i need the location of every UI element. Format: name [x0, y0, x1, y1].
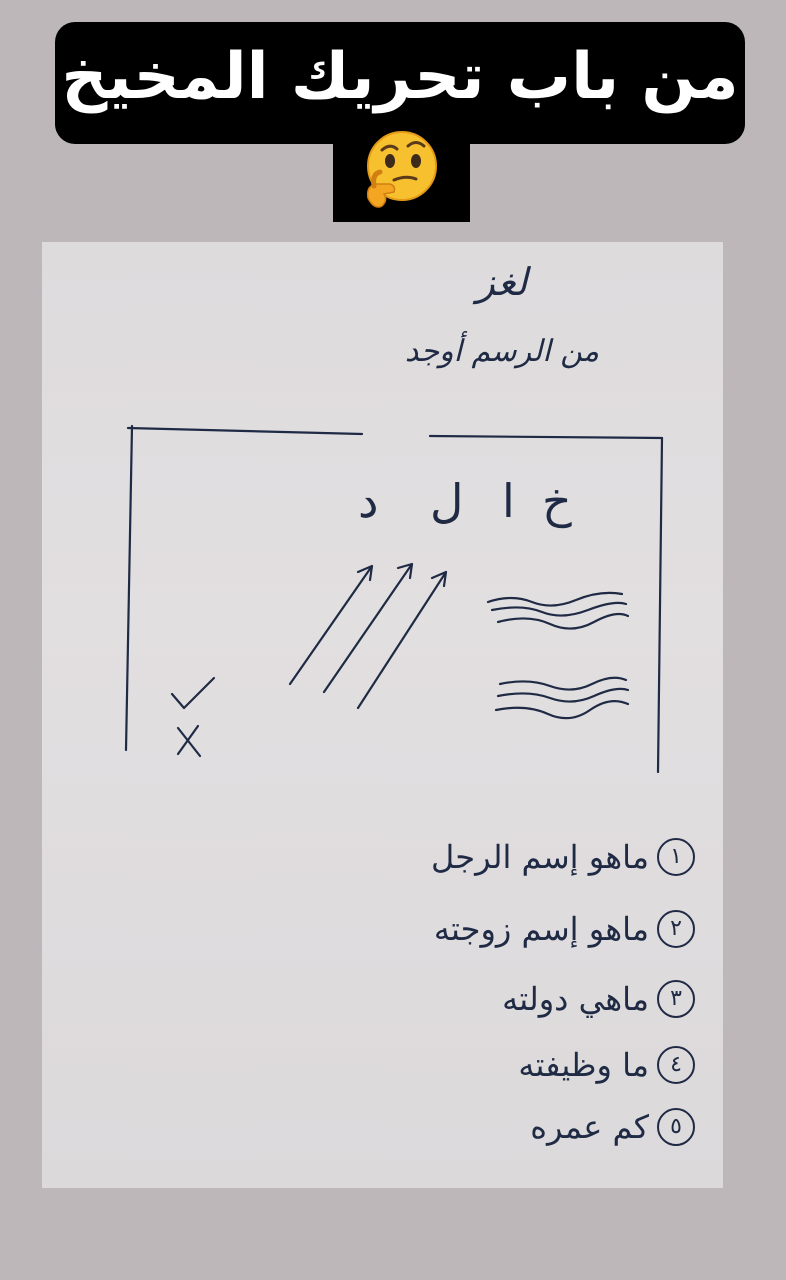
question-5: [530, 1108, 695, 1146]
thinking-face-icon: [360, 128, 440, 212]
letter-lam: ل: [430, 474, 464, 528]
wave-1: [488, 593, 622, 606]
riddle-title: لغز: [476, 260, 528, 304]
question-text: ماهو إسم الرجل: [431, 838, 649, 876]
wave-4: [500, 678, 626, 690]
letter-kha: خ: [542, 474, 572, 528]
frame-left: [128, 428, 362, 434]
riddle-paper: [42, 242, 723, 1188]
arrow-2: [324, 564, 412, 692]
question-text: ماهو إسم زوجته: [433, 910, 649, 948]
frame-left-post: [126, 426, 132, 750]
riddle-subtitle: من الرسم أوجد: [404, 334, 600, 369]
cross-mark: [178, 726, 200, 756]
question-number: ٤: [657, 1046, 695, 1084]
question-3: [502, 980, 695, 1018]
question-number: ٣: [657, 980, 695, 1018]
question-4: [518, 1046, 695, 1084]
question-text: ماهي دولته: [502, 980, 649, 1018]
question-number: ٢: [657, 910, 695, 948]
check-mark: [172, 678, 214, 708]
frame-right: [430, 436, 662, 438]
question-2: [434, 910, 695, 948]
frame-right-post: [658, 438, 662, 772]
wave-5: [498, 689, 628, 702]
letter-alif: ا: [502, 474, 515, 528]
wave-6: [496, 701, 628, 718]
caption-text: من باب تحريك المخيخ: [61, 40, 739, 114]
question-number: ١: [657, 838, 695, 876]
letter-dal: د: [358, 474, 379, 528]
question-number: ٥: [657, 1108, 695, 1146]
question-text: كم عمره: [530, 1108, 649, 1146]
question-1: [431, 838, 695, 876]
question-text: ما وظيفته: [518, 1046, 649, 1084]
arrow-3: [358, 572, 446, 708]
arrow-1: [290, 566, 372, 684]
